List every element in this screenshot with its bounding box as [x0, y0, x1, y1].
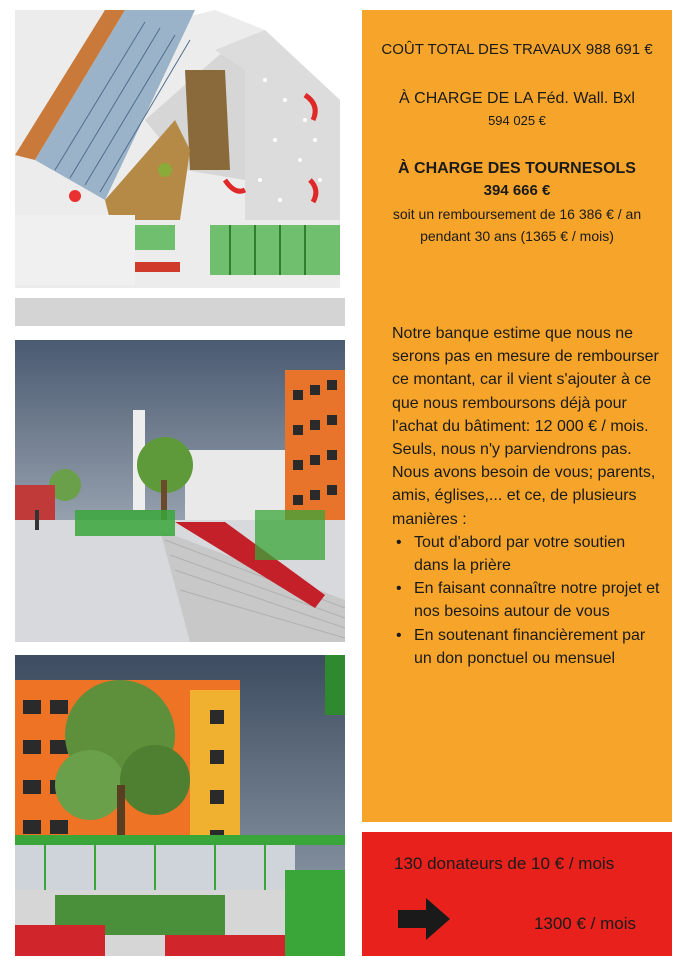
- tournesols-amount: 394 666 €: [483, 182, 551, 199]
- ways-to-help-list: [392, 531, 664, 670]
- total-cost-amount: 988 691 €: [585, 41, 653, 58]
- donors-target: 130 donateurs de 10 € / mois: [394, 854, 615, 873]
- cost-info-panel: [362, 10, 672, 822]
- arrow-right-icon: [398, 898, 450, 940]
- appeal-paragraph: Notre banque estime que nous ne serons pas en mesure de rembourser ce montant, car il vient s'ajouter à ce que nous remboursons déjà pour l'achat du bâtiment: 12 000 € / mois. Seuls, nous n'y parviendrons pas. Nous avons besoin de vous; parents, amis, églises,... et ce, de plusieurs manières :: [392, 325, 659, 528]
- total-cost-line: [362, 40, 672, 60]
- list-item: • En soutenant financièrement par un don ponctuel ou mensuel: [392, 624, 664, 670]
- list-item: • En faisant connaître notre projet et nos besoins autour de vous: [392, 577, 664, 623]
- fed-label: À CHARGE DE LA Féd. Wall. Bxl: [399, 90, 635, 107]
- tournesols-label: À CHARGE DES TOURNESOLS: [398, 160, 636, 177]
- courtyard-render-image: [15, 340, 345, 642]
- repayment-line-1: soit un remboursement de 16 386 € / an: [392, 206, 642, 222]
- total-cost-label: COÛT TOTAL DES TRAVAUX: [381, 41, 582, 58]
- grey-divider-strip: [15, 298, 345, 326]
- monthly-total: 1300 € / mois: [533, 914, 636, 933]
- aerial-plan-image: [15, 10, 345, 288]
- appeal-text: [392, 322, 664, 670]
- fed-amount: 594 025 €: [488, 113, 546, 128]
- list-item: • Tout d'abord par votre soutien dans la prière: [392, 531, 664, 577]
- repayment-line-2: pendant 30 ans (1365 € / mois): [420, 228, 614, 244]
- donation-goal-panel: [362, 832, 672, 956]
- building-render-image: [15, 655, 345, 956]
